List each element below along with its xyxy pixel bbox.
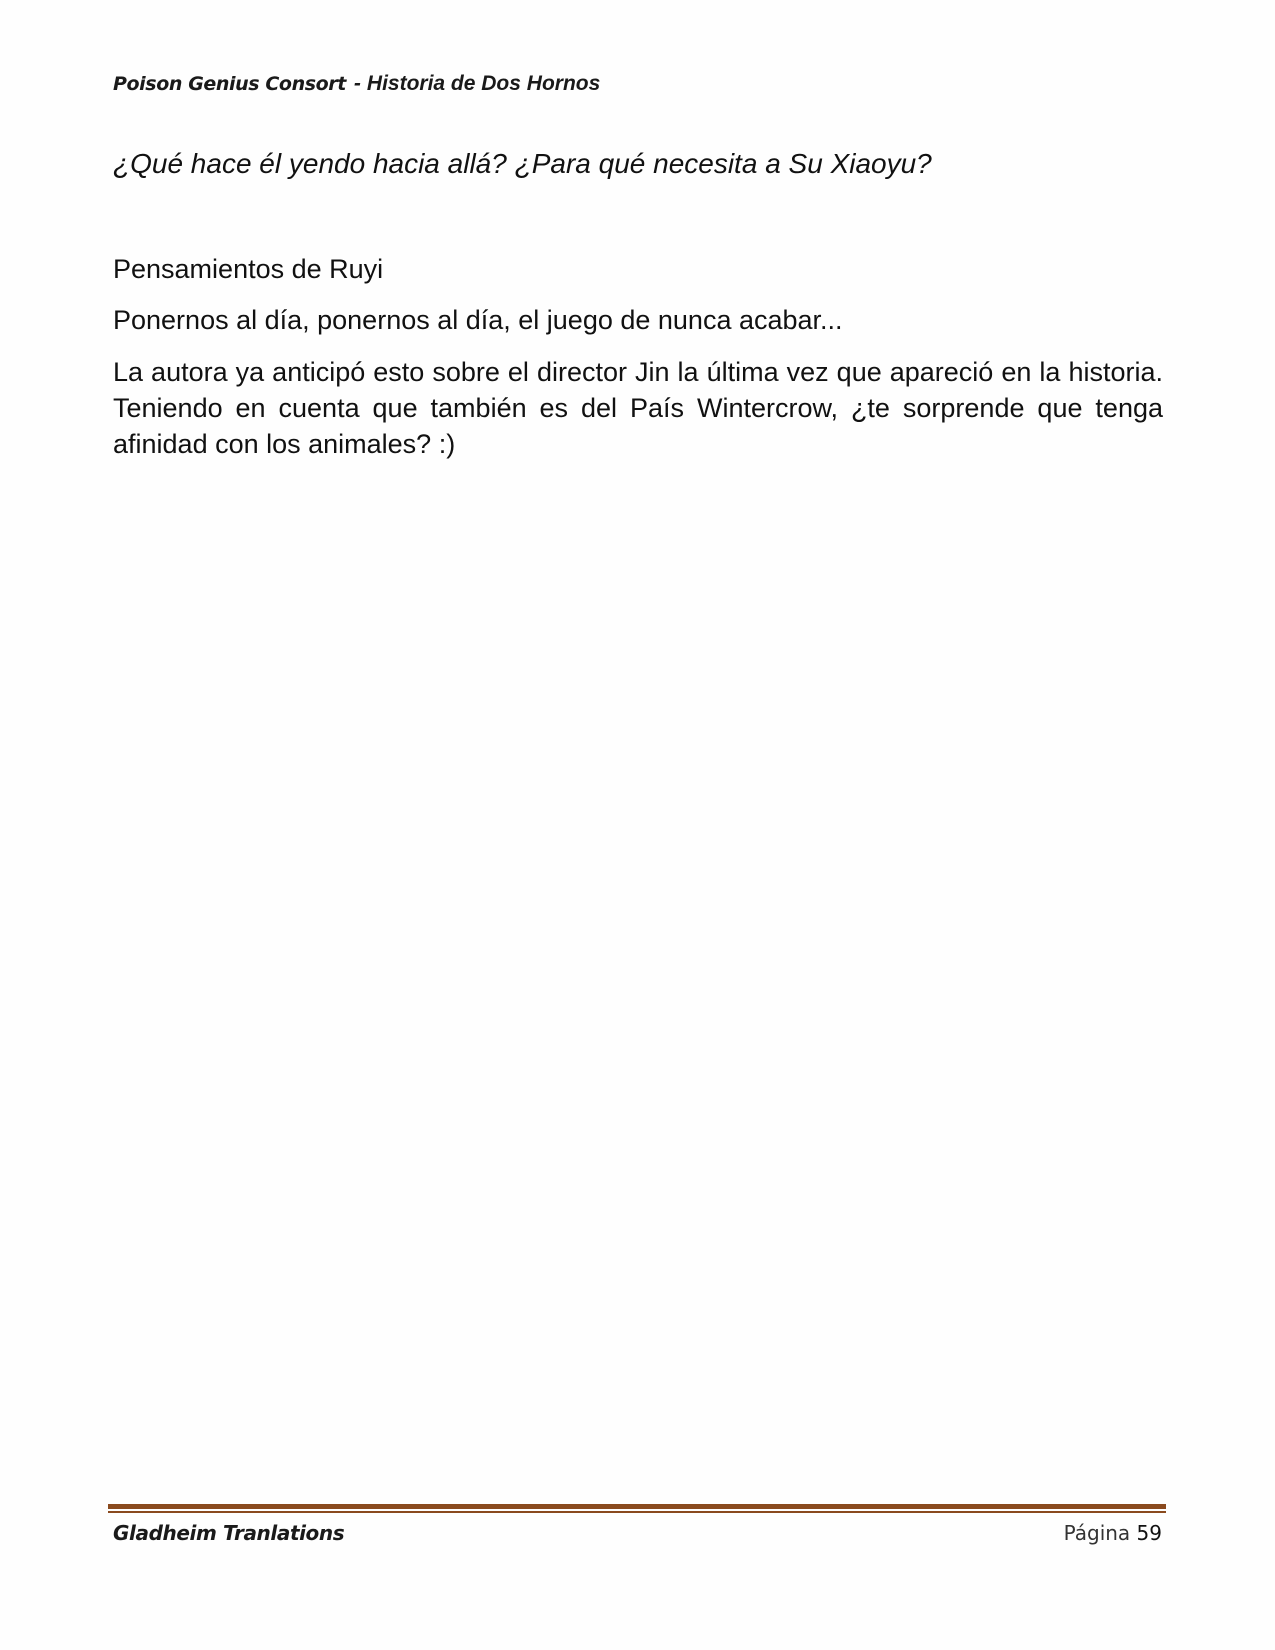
notes-paragraph-1: Ponernos al día, ponernos al día, el juego de nunca acabar...	[113, 305, 843, 335]
translator-notes-heading: Pensamientos de Ruyi	[113, 254, 384, 284]
running-header	[113, 72, 600, 96]
page-body	[113, 146, 1163, 462]
footer-group-name: Gladheim Tranlations	[113, 1521, 345, 1545]
footer-divider-thin-line	[108, 1511, 1166, 1513]
header-chapter-title: Historia de Dos Hornos	[366, 72, 601, 95]
footer-page-number	[1064, 1521, 1162, 1545]
footer-divider	[108, 1504, 1166, 1514]
page-number-value: 59	[1136, 1521, 1162, 1545]
page-label: Página	[1063, 1521, 1131, 1545]
header-series-title: Poison Genius Consort	[113, 73, 346, 95]
notes-paragraph-2: La autora ya anticipó esto sobre el director Jin la última vez que apareció en la historia. Teniendo en cuenta que también es del País Wintercrow, ¿te sorprende que tenga afinidad con los animales? :)	[113, 357, 1163, 459]
footer-divider-thick-line	[108, 1504, 1166, 1509]
italic-question-text: ¿Qué hace él yendo hacia allá? ¿Para qué necesita a Su Xiaoyu?	[113, 148, 932, 179]
header-separator: -	[353, 72, 361, 95]
